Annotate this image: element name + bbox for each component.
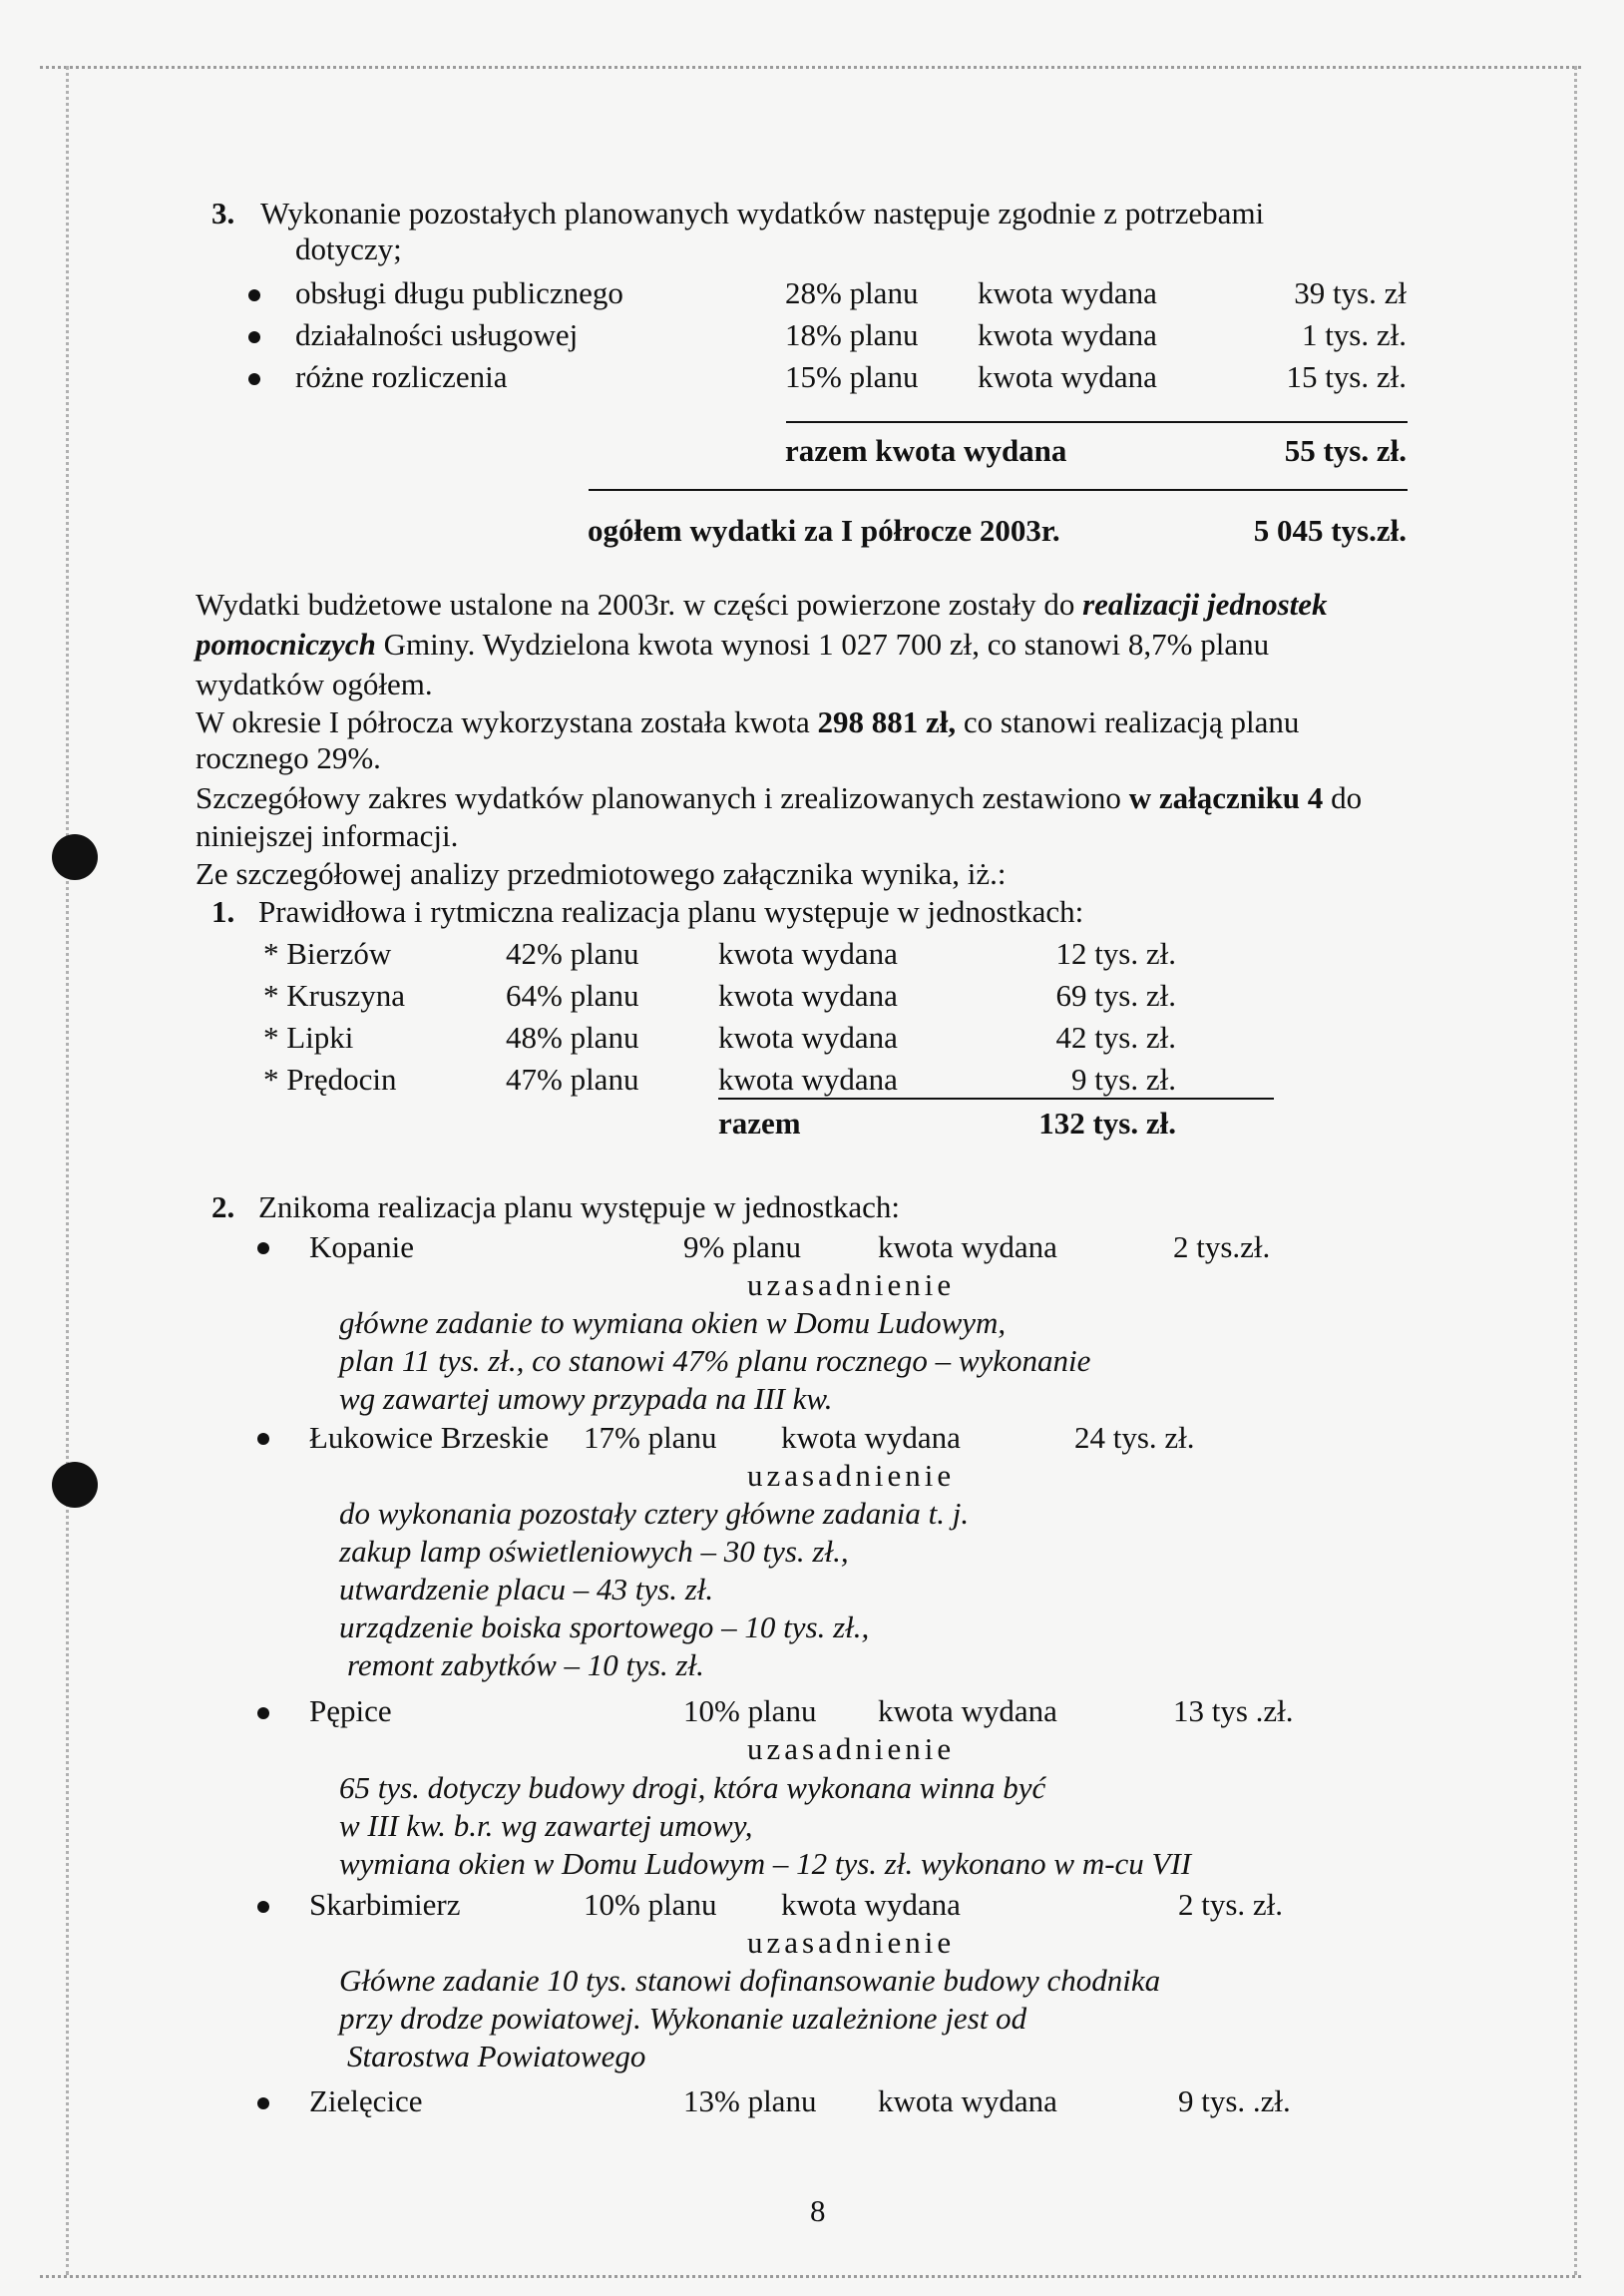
- text-span-bold: w załączniku 4: [1128, 780, 1324, 815]
- unit-percent: 10% planu: [683, 1693, 817, 1728]
- underline-rule: [589, 489, 1408, 491]
- justification-note: zakup lamp oświetleniowych – 30 tys. zł.,: [339, 1534, 849, 1569]
- unit-percent: 10% planu: [584, 1887, 717, 1922]
- paragraph-line: Ze szczegółowej analizy przedmiotowego załącznika wynika, iż.:: [196, 856, 1007, 891]
- justification-note: 65 tys. dotyczy budowy drogi, która wykonana winna być: [339, 1770, 1046, 1805]
- unit-amount: 24 tys. zł.: [1074, 1420, 1195, 1455]
- section-heading: Wykonanie pozostałych planowanych wydatków następuje zgodnie z potrzebami: [260, 196, 1265, 230]
- unit-percent: 13% planu: [683, 2083, 817, 2118]
- item-amount: 1 tys. zł.: [1301, 317, 1407, 352]
- list-number: 1.: [211, 894, 235, 929]
- unit-amount: 69 tys. zł.: [1055, 978, 1176, 1013]
- unit-amount: 9 tys. zł.: [1070, 1062, 1176, 1097]
- item-kw: kwota wydana: [978, 317, 1157, 352]
- unit-name: Zielęcice: [309, 2083, 423, 2118]
- paragraph-line: [196, 627, 1269, 663]
- item-percent: 15% planu: [785, 359, 919, 394]
- unit-percent: 48% planu: [506, 1020, 639, 1055]
- unit-name: * Lipki: [263, 1020, 354, 1055]
- unit-name: Skarbimierz: [309, 1887, 461, 1922]
- justification-note: do wykonania pozostały cztery główne zadania t. j.: [339, 1496, 970, 1531]
- paragraph-line: wydatków ogółem.: [196, 667, 433, 701]
- bullet: [248, 289, 260, 301]
- grand-total-label: ogółem wydatki za I półrocze 2003r.: [588, 513, 1060, 548]
- unit-amount: 9 tys. .zł.: [1178, 2083, 1291, 2118]
- section-heading-cont: dotyczy;: [295, 231, 402, 266]
- justification-note: urządzenie boiska sportowego – 10 tys. zł.,: [339, 1609, 870, 1644]
- unit-percent: 17% planu: [584, 1420, 717, 1455]
- underline-rule: [786, 421, 1408, 423]
- list-heading: Znikoma realizacja planu występuje w jednostkach:: [258, 1189, 901, 1224]
- unit-kw: kwota wydana: [878, 1693, 1057, 1728]
- item-label: działalności usługowej: [295, 317, 579, 352]
- justification-note: plan 11 tys. zł., co stanowi 47% planu rocznego – wykonanie: [339, 1343, 1091, 1378]
- unit-amount: 12 tys. zł.: [1055, 936, 1176, 971]
- unit-percent: 64% planu: [506, 978, 639, 1013]
- item-kw: kwota wydana: [978, 275, 1157, 310]
- dotted-border-left: [66, 66, 69, 2275]
- bullet: [248, 373, 260, 385]
- unit-amount: 2 tys. zł.: [1178, 1887, 1284, 1922]
- justification-note: przy drodze powiatowej. Wykonanie uzależnione jest od: [339, 2001, 1027, 2036]
- justification-note: utwardzenie placu – 43 tys. zł.: [339, 1572, 714, 1607]
- unit-kw: kwota wydana: [718, 1020, 898, 1055]
- unit-kw: kwota wydana: [781, 1887, 961, 1922]
- unit-kw: kwota wydana: [878, 2083, 1057, 2118]
- justification-note: w III kw. b.r. wg zawartej umowy,: [339, 1808, 753, 1843]
- paragraph-line: [196, 704, 1299, 740]
- punch-hole-bottom: [52, 1462, 98, 1508]
- unit-name: Łukowice Brzeskie: [309, 1420, 550, 1455]
- justification-note: wymiana okien w Domu Ludowym – 12 tys. zł. wykonano w m-cu VII: [339, 1846, 1192, 1881]
- list-heading: Prawidłowa i rytmiczna realizacja planu występuje w jednostkach:: [258, 894, 1084, 929]
- justification-label: uzasadnienie: [747, 1731, 956, 1766]
- unit-amount: 42 tys. zł.: [1055, 1020, 1176, 1055]
- punch-hole-top: [52, 834, 98, 880]
- text-span-emphasis: pomocniczych: [196, 627, 376, 662]
- unit-amount: 13 tys .zł.: [1173, 1693, 1294, 1728]
- item-label: różne rozliczenia: [295, 359, 508, 394]
- justification-note: Starostwa Powiatowego: [347, 2039, 646, 2073]
- text-span: co stanowi realizacją planu: [956, 704, 1300, 739]
- unit-kw: kwota wydana: [781, 1420, 961, 1455]
- unit-percent: 9% planu: [683, 1229, 801, 1264]
- item-percent: 18% planu: [785, 317, 919, 352]
- total-label: razem kwota wydana: [785, 433, 1067, 468]
- bullet: [257, 1707, 269, 1719]
- text-span-bold: 298 881 zł,: [817, 704, 957, 739]
- text-span: Szczegółowy zakres wydatków planowanych i zrealizowanych zestawiono: [196, 780, 1129, 815]
- paragraph-line: niniejszej informacji.: [196, 818, 459, 853]
- list-total-value: 132 tys. zł.: [1038, 1106, 1176, 1141]
- underline-rule: [718, 1098, 1274, 1100]
- justification-label: uzasadnienie: [747, 1267, 956, 1302]
- item-amount: 39 tys. zł: [1294, 275, 1407, 310]
- paragraph-line: rocznego 29%.: [196, 740, 381, 775]
- unit-kw: kwota wydana: [718, 936, 898, 971]
- text-span: Gminy. Wydzielona kwota wynosi 1 027 700 zł, co stanowi 8,7% planu: [375, 627, 1270, 662]
- dotted-border-bottom: [40, 2275, 1581, 2278]
- grand-total-value: 5 045 tys.zł.: [1253, 513, 1407, 548]
- page-number: 8: [810, 2193, 826, 2228]
- list-number: 2.: [211, 1189, 235, 1224]
- list-total-label: razem: [718, 1106, 801, 1141]
- unit-name: * Kruszyna: [263, 978, 406, 1013]
- justification-note: Główne zadanie 10 tys. stanowi dofinansowanie budowy chodnika: [339, 1963, 1161, 1998]
- item-percent: 28% planu: [785, 275, 919, 310]
- unit-name: Kopanie: [309, 1229, 415, 1264]
- unit-amount: 2 tys.zł.: [1173, 1229, 1271, 1264]
- justification-note: wg zawartej umowy przypada na III kw.: [339, 1381, 833, 1416]
- text-span: Wydatki budżetowe ustalone na 2003r. w części powierzone zostały do: [196, 587, 1083, 622]
- item-kw: kwota wydana: [978, 359, 1157, 394]
- unit-kw: kwota wydana: [878, 1229, 1057, 1264]
- bullet: [257, 1242, 269, 1254]
- unit-percent: 47% planu: [506, 1062, 639, 1097]
- justification-label: uzasadnienie: [747, 1458, 956, 1493]
- dotted-border-top: [40, 66, 1581, 69]
- unit-name: Pępice: [309, 1693, 392, 1728]
- text-span: W okresie I półrocza wykorzystana została kwota: [196, 704, 818, 739]
- dotted-border-right: [1574, 66, 1577, 2275]
- paragraph-line: [196, 587, 1328, 623]
- unit-name: * Prędocin: [263, 1062, 397, 1097]
- bullet: [248, 331, 260, 343]
- unit-name: * Bierzów: [263, 936, 392, 971]
- unit-kw: kwota wydana: [718, 1062, 898, 1097]
- unit-kw: kwota wydana: [718, 978, 898, 1013]
- paragraph-line: [196, 780, 1362, 816]
- text-span: do: [1323, 780, 1363, 815]
- justification-label: uzasadnienie: [747, 1925, 956, 1960]
- section-number: 3.: [211, 196, 235, 230]
- item-label: obsługi długu publicznego: [295, 275, 623, 310]
- unit-percent: 42% planu: [506, 936, 639, 971]
- justification-note: remont zabytków – 10 tys. zł.: [347, 1647, 704, 1682]
- bullet: [257, 1901, 269, 1913]
- text-span-emphasis: realizacji jednostek: [1082, 587, 1328, 622]
- item-amount: 15 tys. zł.: [1286, 359, 1407, 394]
- bullet: [257, 1433, 269, 1445]
- bullet: [257, 2097, 269, 2109]
- justification-note: główne zadanie to wymiana okien w Domu Ludowym,: [339, 1305, 1007, 1340]
- total-value: 55 tys. zł.: [1284, 433, 1407, 468]
